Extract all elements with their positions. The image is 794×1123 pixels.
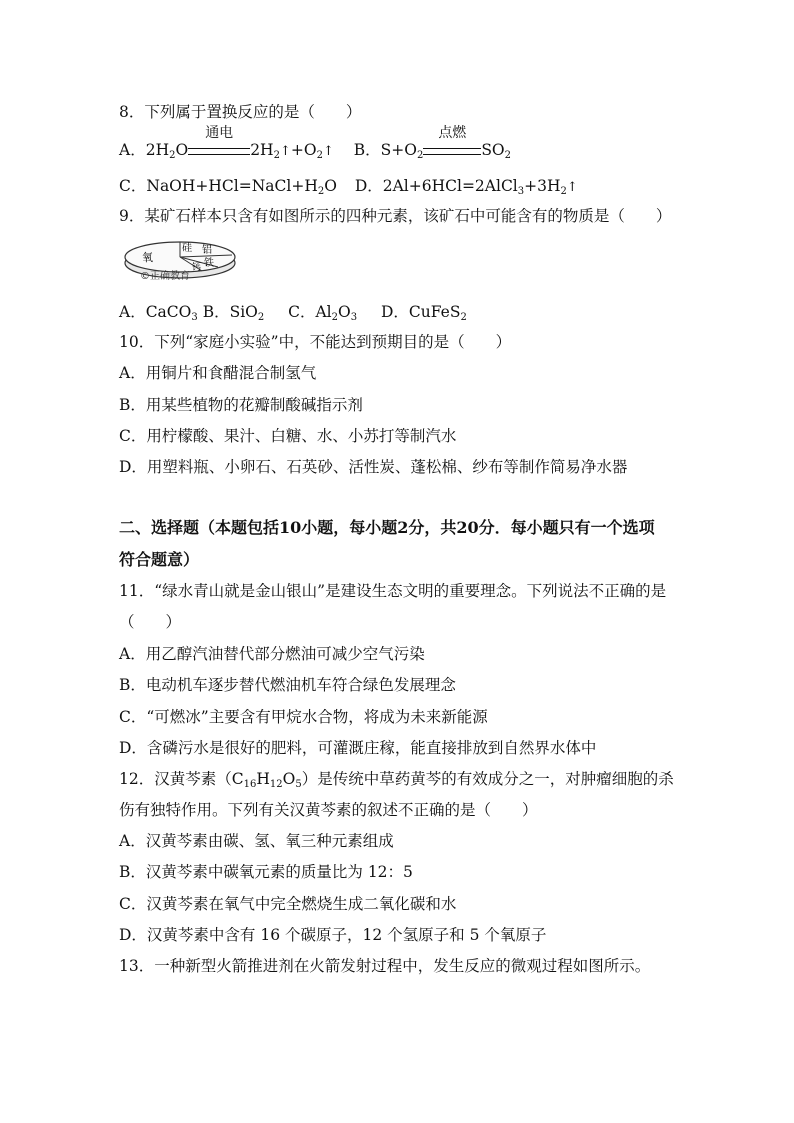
section2-heading-line2: 符合题意） — [119, 550, 200, 569]
q9-option-b: B．SiO$_2$ — [202, 303, 265, 323]
q8-d-label: D． — [354, 177, 383, 195]
q9-option-c: C．$Al_2O_3$ — [288, 303, 358, 323]
q10-option-c: C．用柠檬酸、果汁、白糖、水、小苏打等制汽水 — [119, 427, 457, 445]
q11-stem-line2: （ ） — [119, 613, 182, 631]
q12-option-d: D．汉黄芩素中含有 16 个碳原子，12 个氢原子和 5 个氧原子 — [119, 926, 547, 944]
label-iron: 铁 — [204, 258, 214, 269]
q8-d-equation: $2Al+6HCl=2AlCl_3+3H_2↑$ — [382, 177, 578, 197]
element-pie-diagram — [122, 237, 240, 283]
q11-option-d: D．含磷污水是很好的肥料，可灌溉庄稼，能直接排放到自然界水体中 — [119, 739, 597, 757]
q8-a-condition-sign — [188, 125, 250, 160]
q9-options — [119, 302, 467, 322]
q8-options-cd — [119, 176, 578, 198]
q8-a-reactant: $2H_2O$ — [145, 141, 189, 161]
q10-stem: 10．下列“家庭小实验”中，不能达到预期目的是（ ） — [119, 333, 512, 351]
q12-stem-line2: 伤有独特作用。下列有关汉黄芩素的叙述不正确的是（ ） — [119, 801, 538, 819]
q8-b-condition: 点燃 — [438, 125, 467, 141]
q8-b-label: B． — [353, 141, 381, 159]
q10-option-a: A．用铜片和食醋混合制氢气 — [119, 364, 317, 382]
q8-a-products: $2H_2↑+O_2↑$ — [250, 141, 334, 161]
label-silicon: 硅 — [182, 243, 192, 254]
label-calcium: 钙 — [192, 263, 202, 273]
q13-stem: 13．一种新型火箭推进剂在火箭发射过程中，发生反应的微观过程如图所示。 — [119, 957, 651, 975]
q8-b-product: $SO_2$ — [481, 141, 512, 161]
label-aluminum: 铝 — [202, 245, 212, 256]
section2-heading-line1: 二、选择题（本题包括10小题，每小题2分，共20分．每小题只有一个选项 — [119, 518, 655, 537]
q8-stem: 8．下列属于置换反应的是（ ） — [119, 103, 362, 121]
q12-stem-line1: 12．汉黄芩素$(C_{16}H_{12}O_5)$是传统中草药黄芩的有效成分之一，对肿瘤细胞的杀 — [119, 770, 674, 790]
q8-b-condition-sign — [423, 125, 481, 160]
q8-options-ab — [119, 125, 512, 162]
q11-stem-line1: 11．“绿水青山就是金山银山”是建设生态文明的重要理念。下列说法不正确的是 — [119, 582, 667, 600]
q12-option-b: B．汉黄芩素中碳氧元素的质量比为 12：5 — [119, 863, 413, 881]
q9-option-d: D．CuFeS$_2$ — [380, 303, 467, 323]
q9-stem: 9．某矿石样本只含有如图所示的四种元素，该矿石中可能含有的物质是（ ） — [119, 207, 672, 225]
watermark: ©正确教育 — [140, 271, 190, 282]
q9-option-a: A．CaCO$_3$ — [119, 303, 198, 323]
q8-a-label: A． — [119, 141, 146, 159]
q12-option-c: C．汉黄芩素在氧气中完全燃烧生成二氧化碳和水 — [119, 895, 457, 913]
q11-option-b: B．电动机车逐步替代燃油机车符合绿色发展理念 — [119, 676, 456, 694]
q8-a-condition: 通电 — [205, 125, 234, 141]
label-oxygen: 氧 — [142, 251, 153, 264]
q10-option-d: D．用塑料瓶、小卵石、石英砂、活性炭、蓬松棉、纱布等制作简易净水器 — [119, 458, 628, 476]
q10-option-b: B．用某些植物的花瓣制酸碱指示剂 — [119, 396, 363, 414]
q8-c-equation: $NaOH+HCl=NaCl+H_2O$ — [146, 177, 337, 197]
q8-b-reactant: $S+O_2$ — [380, 141, 424, 161]
q11-option-c: C．“可燃冰”主要含有甲烷水合物，将成为未来新能源 — [119, 708, 488, 726]
q11-option-a: A．用乙醇汽油替代部分燃油可减少空气污染 — [119, 645, 425, 663]
q12-option-a: A．汉黄芩素由碳、氢、氧三种元素组成 — [119, 832, 394, 850]
q8-c-label: C． — [119, 177, 147, 195]
